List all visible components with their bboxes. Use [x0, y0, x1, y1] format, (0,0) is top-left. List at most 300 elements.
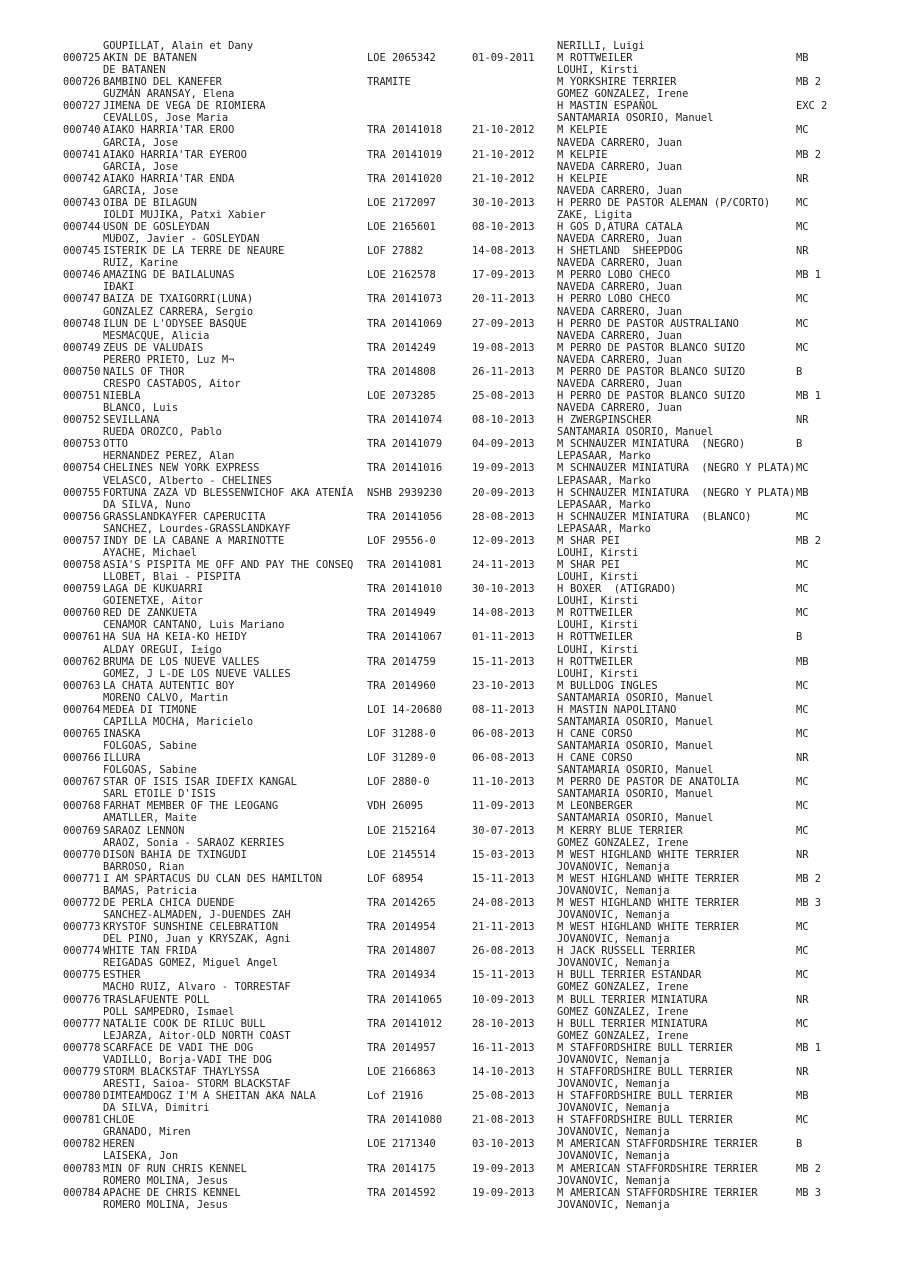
grade: MB [796, 52, 809, 65]
dog-name: APACHE DE CHRIS KENNEL [103, 1186, 241, 1199]
owner-name: DA SILVA, Dimitri [103, 1102, 210, 1115]
judge-name: JOVANOVIC, Nemanja [557, 933, 670, 946]
breed: BULL TERRIER ESTANDAR [570, 969, 702, 982]
breed: GOS D,ATURA CATALA [570, 221, 683, 234]
sex: M [557, 269, 564, 282]
sex: M [557, 993, 564, 1006]
entry-number: 000771 [63, 872, 101, 885]
registration: LOF 29556-0 [367, 534, 436, 547]
record-owner-line [0, 1030, 905, 1042]
dog-name: SARAOZ LENNON [103, 824, 185, 837]
birth-date: 20-09-2013 [472, 486, 535, 499]
sex: M [557, 607, 564, 620]
entry-number: 000778 [63, 1041, 101, 1054]
sex: H [557, 752, 564, 765]
owner-name: DA SILVA, Nuno [103, 498, 191, 511]
birth-date: 15-11-2013 [472, 969, 535, 982]
breed: CANE CORSO [570, 727, 633, 740]
grade: MC [796, 317, 809, 330]
birth-date: 21-10-2012 [472, 124, 535, 137]
record-line [0, 293, 905, 305]
record-line [0, 680, 905, 692]
record-owner-line [0, 378, 905, 390]
sex: H [557, 631, 564, 644]
sex: M [557, 1041, 564, 1054]
judge-name: SANTAMARIA OSORIO, Manuel [557, 715, 714, 728]
sex: M [557, 438, 564, 451]
birth-date: 10-09-2013 [472, 993, 535, 1006]
owner-name: GRANADO, Miren [103, 1126, 191, 1139]
dog-name: ASIA'S PISPITA ME OFF AND PAY THE CONSEQ [103, 559, 354, 571]
sex: M [557, 679, 564, 692]
judge-name: LOUHI, Kirsti [557, 64, 639, 77]
registration: TRA 2014249 [367, 341, 436, 354]
judge-name: GOMEZ GONZALEZ, Irene [557, 88, 689, 101]
owner-name: RUEDA OROZCO, Pablo [103, 426, 222, 439]
judge-name: SANTAMARIA OSORIO, Manuel [557, 426, 714, 439]
owner-name: BARROSO, Rian [103, 860, 185, 873]
record-owner-line [0, 185, 905, 197]
registration: LOE 2166863 [367, 1065, 436, 1078]
judge-name: JOVANOVIC, Nemanja [557, 1174, 670, 1187]
record-owner-line [0, 523, 905, 535]
entry-number: 000727 [63, 100, 101, 113]
judge-name: JOVANOVIC, Nemanja [557, 860, 670, 873]
grade: MC [796, 607, 809, 620]
grade: NR [796, 1065, 809, 1078]
entry-number: 000765 [63, 727, 101, 740]
birth-date: 08-10-2013 [472, 414, 535, 427]
dog-name: CHLOE [103, 1114, 135, 1127]
entry-number: 000759 [63, 583, 101, 596]
entry-number: 000780 [63, 1090, 101, 1103]
record-owner-line [0, 450, 905, 462]
breed: BULL TERRIER MINIATURA [570, 993, 708, 1006]
owner-name: DEL PINO, Juan y KRYSZAK, Agni [103, 933, 291, 946]
sex: H [557, 245, 564, 258]
record-line [0, 1042, 905, 1054]
record-owner-line [0, 233, 905, 245]
entry-number: 000760 [63, 607, 101, 620]
judge-name: LEPASAAR, Marko [557, 474, 651, 487]
registration: TRA 2014759 [367, 655, 436, 668]
breed: KELPIE [570, 124, 608, 137]
owner-name: LAISEKA, Jon [103, 1150, 179, 1163]
record-owner-line [0, 354, 905, 366]
sex: M [557, 921, 564, 934]
grade: MC [796, 583, 809, 596]
grade: MC [796, 969, 809, 982]
dog-name: ZEUS DE VALUDAIS [103, 341, 204, 354]
judge-name: NERILLI, Luigi [557, 40, 645, 52]
owner-name: BLANCO, Luis [103, 402, 179, 415]
dog-name: ISTERIK DE LA TERRE DE NEAURE [103, 245, 285, 258]
record-line [0, 76, 905, 88]
judge-name: LEPASAAR, Marko [557, 522, 651, 535]
birth-date: 12-09-2013 [472, 534, 535, 547]
birth-date: 15-11-2013 [472, 872, 535, 885]
registration: TRA 20141016 [367, 462, 443, 475]
record-owner-line [0, 330, 905, 342]
breed: STAFFORDSHIRE BULL TERRIER [570, 1065, 733, 1078]
registration: TRA 2014960 [367, 679, 436, 692]
dog-name: AKIN DE BATANEN [103, 52, 197, 65]
registration: TRA 20141065 [367, 993, 443, 1006]
registration: TRA 20141020 [367, 172, 443, 185]
record-owner-line [0, 547, 905, 559]
birth-date: 11-10-2013 [472, 776, 535, 789]
judge-name: SANTAMARIA OSORIO, Manuel [557, 740, 714, 753]
judge-name: LOUHI, Kirsti [557, 571, 639, 584]
record-owner-line [0, 644, 905, 656]
entry-number: 000764 [63, 703, 101, 716]
record-owner-line [0, 957, 905, 969]
dog-name: DIMTEAMDOGZ I'M A SHEITAN AKA NALA [103, 1090, 316, 1103]
record-owner-line [0, 933, 905, 945]
owner-name: ARAOZ, Sonia - SARAOZ KERRIES [103, 836, 285, 849]
entry-number: 000744 [63, 221, 101, 234]
judge-name: LOUHI, Kirsti [557, 643, 639, 656]
birth-date: 08-10-2013 [472, 221, 535, 234]
grade: NR [796, 414, 809, 427]
breed: PERRO DE PASTOR BLANCO SUIZO [570, 390, 746, 403]
breed: ROTTWEILER [570, 607, 633, 620]
sex: M [557, 148, 564, 161]
owner-name: SANCHEZ, Lourdes-GRASSLANDKAYF [103, 522, 291, 535]
dog-name: INASKA [103, 727, 141, 740]
dog-name: AIAKO HARRIA'TAR ENDA [103, 172, 235, 185]
record-line [0, 752, 905, 764]
breed: LEONBERGER [570, 800, 633, 813]
entry-number: 000754 [63, 462, 101, 475]
registration: TRA 2014949 [367, 607, 436, 620]
owner-name: ALDAY OREGUI, I±igo [103, 643, 222, 656]
owner-name: VELASCO, Alberto - CHELINES [103, 474, 272, 487]
grade: NR [796, 848, 809, 861]
record-owner-line [0, 88, 905, 100]
owner-name: CAPILLA MOCHA, Maricielo [103, 715, 254, 728]
registration: VDH 26095 [367, 800, 424, 813]
entry-number: 000726 [63, 76, 101, 89]
entry-number: 000770 [63, 848, 101, 861]
birth-date: 01-11-2013 [472, 631, 535, 644]
birth-date: 26-11-2013 [472, 365, 535, 378]
sex: H [557, 945, 564, 958]
registration: TRA 20141080 [367, 1114, 443, 1127]
sex: M [557, 341, 564, 354]
record-line [0, 969, 905, 981]
record-owner-line [0, 1078, 905, 1090]
breed: PERRO DE PASTOR ALEMAN (P/CORTO) [570, 196, 771, 209]
owner-name: GARCIA, Jose [103, 184, 179, 197]
registration: LOF 27882 [367, 245, 424, 258]
judge-name: GOMEZ GONZALEZ, Irene [557, 1029, 689, 1042]
dog-name: STORM BLACKSTAF THAYLYSSA [103, 1065, 260, 1078]
owner-name: GARCIA, Jose [103, 136, 179, 149]
record-owner-line [0, 499, 905, 511]
record-line [0, 825, 905, 837]
entry-number: 000777 [63, 1017, 101, 1030]
birth-date: 24-08-2013 [472, 896, 535, 909]
judge-name: NAVEDA CARRERO, Juan [557, 184, 683, 197]
grade: MB 2 [796, 148, 822, 161]
sex: M [557, 462, 564, 475]
owner-name: GARCIA, Jose [103, 160, 179, 173]
record-owner-line [0, 281, 905, 293]
judge-name: NAVEDA CARRERO, Juan [557, 160, 683, 173]
owner-name: LEJARZA, Aitor-OLD NORTH COAST [103, 1029, 291, 1042]
record-owner-line [0, 402, 905, 414]
breed: ROTTWEILER [570, 655, 633, 668]
judge-name: NAVEDA CARRERO, Juan [557, 353, 683, 366]
owner-name: CRESPO CASTAÐOS, Aitor [103, 377, 241, 390]
registration: TRA 2014954 [367, 921, 436, 934]
breed: MASTIN ESPAÑOL [570, 100, 658, 113]
record-owner-line [0, 981, 905, 993]
grade: MB 2 [796, 1162, 822, 1175]
grade: MB 2 [796, 534, 822, 547]
registration: LOE 2165601 [367, 221, 436, 234]
breed: SHAR PEI [570, 559, 621, 571]
birth-date: 14-08-2013 [472, 607, 535, 620]
entry-number: 000740 [63, 124, 101, 137]
owner-name: MORENO CALVO, Martin [103, 691, 229, 704]
record-owner-line [0, 1150, 905, 1162]
entry-number: 000761 [63, 631, 101, 644]
breed: STAFFORDSHIRE BULL TERRIER [570, 1114, 733, 1127]
dog-name: SEVILLANA [103, 414, 160, 427]
grade: MC [796, 945, 809, 958]
sex: H [557, 390, 564, 403]
grade: NR [796, 752, 809, 765]
dog-name: DE PERLA CHICA DUENDE [103, 896, 235, 909]
birth-date: 14-10-2013 [472, 1065, 535, 1078]
grade: NR [796, 993, 809, 1006]
breed: ROTTWEILER [570, 631, 633, 644]
record-owner-line [0, 137, 905, 149]
breed: KERRY BLUE TERRIER [570, 824, 683, 837]
owner-name: SANCHEZ-ALMADEN, J-DUENDES ZAH [103, 909, 291, 922]
judge-name: JOVANOVIC, Nemanja [557, 909, 670, 922]
owner-name: POLL SAMPEDRO, Ismael [103, 1005, 235, 1018]
record-line [0, 438, 905, 450]
dog-name: BAIZA DE TXAIGORRI(LUNA) [103, 293, 254, 306]
grade: MB 1 [796, 1041, 822, 1054]
dog-name: GRASSLANDKAYFER CAPERUCITA [103, 510, 266, 523]
registration: LOF 68954 [367, 872, 424, 885]
registration: TRAMITE [367, 76, 411, 89]
breed: WEST HIGHLAND WHITE TERRIER [570, 848, 739, 861]
owner-name: IOLDI MUJIKA, Patxi Xabier [103, 208, 266, 221]
owner-name: SARL ETOILE D'ISIS [103, 788, 216, 801]
grade: MB 3 [796, 1186, 822, 1199]
sex: M [557, 559, 564, 571]
sex: H [557, 317, 564, 330]
owner-name: AMATLLER, Maite [103, 812, 197, 825]
breed: SCHNAUZER MINIATURA (BLANCO) [570, 510, 752, 523]
registration: LOE 2162578 [367, 269, 436, 282]
dog-name: INDY DE LA CABANE A MARINOTTE [103, 534, 285, 547]
record-line [0, 342, 905, 354]
grade: MC [796, 559, 809, 571]
record-line [0, 704, 905, 716]
record-line [0, 487, 905, 499]
record-owner-line [0, 161, 905, 173]
dog-name: NATALIE COOK DE RILUC BULL [103, 1017, 266, 1030]
dog-name: LA CHATA AUTENTIC BOY [103, 679, 235, 692]
birth-date: 23-10-2013 [472, 679, 535, 692]
record-owner-line [0, 64, 905, 76]
breed: CANE CORSO [570, 752, 633, 765]
birth-date: 19-09-2013 [472, 1162, 535, 1175]
grade: MC [796, 679, 809, 692]
judge-name: NAVEDA CARRERO, Juan [557, 136, 683, 149]
dog-name: ESTHER [103, 969, 141, 982]
grade: B [796, 1138, 803, 1151]
dog-name: BRUMA DE LOS NUEVE VALLES [103, 655, 260, 668]
registration: TRA 20141073 [367, 293, 443, 306]
dog-name: FORTUNA ZAZA VD BLESSENWICHOF AKA ATENÍA [103, 486, 354, 499]
grade: B [796, 365, 803, 378]
registration: LOI 14-20680 [367, 703, 443, 716]
sex: H [557, 414, 564, 427]
dog-name: RED DE ZANKUETA [103, 607, 197, 620]
record-line [0, 173, 905, 185]
judge-name: SANTAMARIA OSORIO, Manuel [557, 764, 714, 777]
grade: NR [796, 245, 809, 258]
record-line [0, 535, 905, 547]
record-owner-line [0, 885, 905, 897]
judge-name: GOMEZ GONZALEZ, Irene [557, 1005, 689, 1018]
judge-name: SANTAMARIA OSORIO, Manuel [557, 788, 714, 801]
owner-name: REIGADAS GOMEZ, Miguel Angel [103, 957, 279, 970]
judge-name: NAVEDA CARRERO, Juan [557, 305, 683, 318]
entry-number: 000769 [63, 824, 101, 837]
birth-date: 15-11-2013 [472, 655, 535, 668]
registration: TRA 20141018 [367, 124, 443, 137]
breed: YORKSHIRE TERRIER [570, 76, 677, 89]
record-line [0, 462, 905, 474]
registration: TRA 20141010 [367, 583, 443, 596]
record-owner-line [0, 861, 905, 873]
dog-name: AIAKO HARRIA'TAR EROO [103, 124, 235, 137]
record-line [0, 607, 905, 619]
dog-name: AIAKO HARRIA'TAR EYEROO [103, 148, 247, 161]
grade: MB [796, 1090, 809, 1103]
owner-name: DE BATANEN [103, 64, 166, 77]
record-line [0, 245, 905, 257]
judge-name: NAVEDA CARRERO, Juan [557, 257, 683, 270]
registration: LOF 31288-0 [367, 727, 436, 740]
grade: MC [796, 1017, 809, 1030]
owner-name: CEVALLOS, Jose Maria [103, 112, 229, 125]
record-owner-line [0, 1175, 905, 1187]
record-owner-line [0, 571, 905, 583]
birth-date: 25-08-2013 [472, 390, 535, 403]
birth-date: 17-09-2013 [472, 269, 535, 282]
record-owner-line [0, 306, 905, 318]
sex: H [557, 100, 564, 113]
sex: M [557, 824, 564, 837]
dog-name: NIEBLA [103, 390, 141, 403]
record-owner-line [0, 619, 905, 631]
entry-number: 000782 [63, 1138, 101, 1151]
owner-name: MACHO RUIZ, Alvaro - TORRESTAF [103, 981, 291, 994]
breed: KELPIE [570, 172, 608, 185]
dog-name: ILLURA [103, 752, 141, 765]
judge-name: SANTAMARIA OSORIO, Manuel [557, 812, 714, 825]
entry-number: 000746 [63, 269, 101, 282]
sex: M [557, 534, 564, 547]
grade: MC [796, 196, 809, 209]
birth-date: 19-09-2013 [472, 462, 535, 475]
breed: PERRO DE PASTOR BLANCO SUIZO [570, 365, 746, 378]
registration: TRA 2014592 [367, 1186, 436, 1199]
sex: M [557, 365, 564, 378]
grade: EXC 2 [796, 100, 828, 113]
birth-date: 04-09-2013 [472, 438, 535, 451]
entry-number: 000773 [63, 921, 101, 934]
dog-name: DISON BAHIA DE TXINGUDI [103, 848, 247, 861]
sex: M [557, 52, 564, 65]
breed: SCHNAUZER MINIATURA (NEGRO) [570, 438, 746, 451]
judge-name: NAVEDA CARRERO, Juan [557, 233, 683, 246]
record-line [0, 1090, 905, 1102]
entry-number: 000783 [63, 1162, 101, 1175]
registration: TRA 20141067 [367, 631, 443, 644]
dog-name: STAR OF ISIS ISAR IDEFIX KANGAL [103, 776, 297, 789]
owner-name: BAMAS, Patricia [103, 884, 197, 897]
registration: TRA 20141012 [367, 1017, 443, 1030]
owner-name: ROMERO MOLINA, Jesus [103, 1198, 229, 1211]
record-line [0, 728, 905, 740]
judge-name: LOUHI, Kirsti [557, 595, 639, 608]
breed: BOXER (ATIGRADO) [570, 583, 677, 596]
owner-name: RUIZ, Karine [103, 257, 179, 270]
registration: LOE 2145514 [367, 848, 436, 861]
owner-name: VADILLO, Borja-VADI THE DOG [103, 1053, 272, 1066]
sex: M [557, 872, 564, 885]
record-owner-line [0, 692, 905, 704]
sex: H [557, 1090, 564, 1103]
entry-number: 000725 [63, 52, 101, 65]
registration: LOF 31289-0 [367, 752, 436, 765]
birth-date: 08-11-2013 [472, 703, 535, 716]
sex: H [557, 1017, 564, 1030]
entry-number: 000763 [63, 679, 101, 692]
record-owner-line [0, 1054, 905, 1066]
breed: ROTTWEILER [570, 52, 633, 65]
dog-name: AMAZING DE BAILALUNAS [103, 269, 235, 282]
record-line [0, 1138, 905, 1150]
sex: H [557, 655, 564, 668]
record-line [0, 318, 905, 330]
judge-name: ZAKE, Ligita [557, 208, 633, 221]
registration: LOE 2065342 [367, 52, 436, 65]
birth-date: 15-03-2013 [472, 848, 535, 861]
entry-number: 000751 [63, 390, 101, 403]
dog-name: HEREN [103, 1138, 135, 1151]
entry-number: 000784 [63, 1186, 101, 1199]
birth-date: 30-10-2013 [472, 196, 535, 209]
entry-number: 000774 [63, 945, 101, 958]
registration: TRA 2014808 [367, 365, 436, 378]
dog-name: OIBA DE BILAGUN [103, 196, 197, 209]
birth-date: 27-09-2013 [472, 317, 535, 330]
entry-number: 000752 [63, 414, 101, 427]
entry-number: 000741 [63, 148, 101, 161]
record-line [0, 221, 905, 233]
